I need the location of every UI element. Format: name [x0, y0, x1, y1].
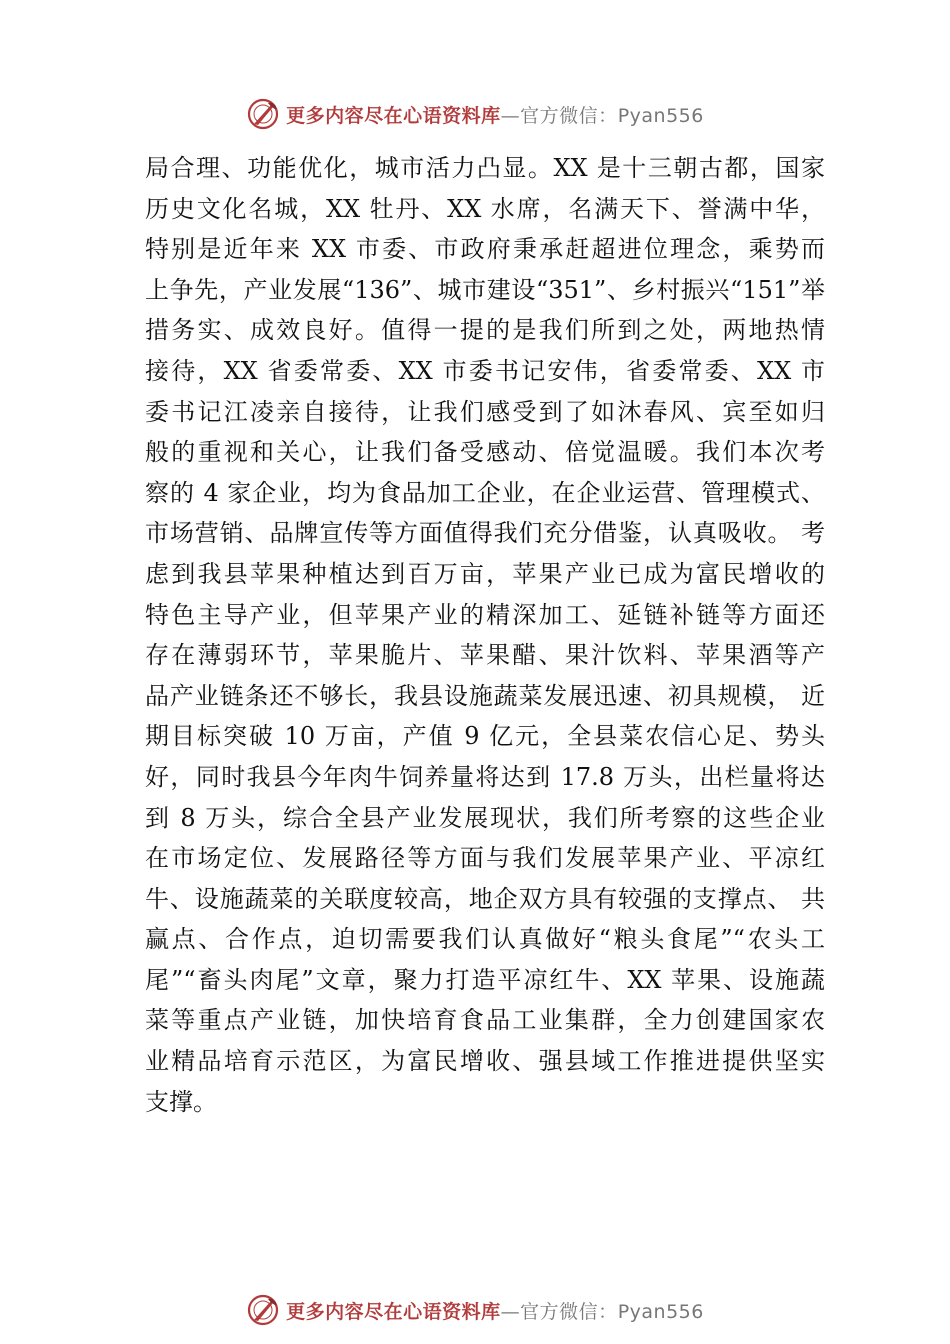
body-line: 牛、设施蔬菜的关联度较高，地企双方具有较强的支撑点、 共 — [145, 884, 825, 913]
body-line: 特色主导产业，但苹果产业的精深加工、延链补链等方面还 — [145, 600, 825, 629]
header-wechat-id: Pyan556 — [617, 104, 704, 127]
quill-seal-icon — [246, 1293, 280, 1327]
body-line: 察的 4 家企业，均为食品加工企业，在企业运营、管理模式、 — [145, 478, 825, 507]
body-line: 期目标突破 10 万亩，产值 9 亿元，全县菜农信心足、势头 — [145, 722, 825, 751]
footer-banner — [0, 1290, 950, 1330]
body-line: 尾”“畜头肉尾”文章，聚力打造平凉红牛、XX 苹果、设施蔬 — [145, 965, 825, 994]
footer-brand: 更多内容尽在心语资料库 — [286, 1300, 501, 1323]
document-body — [145, 148, 825, 1122]
body-line: 特别是近年来 XX 市委、市政府秉承赶超进位理念，乘势而 — [145, 235, 825, 264]
quill-seal-icon — [246, 97, 280, 131]
header-banner — [0, 94, 950, 134]
body-line: 历史文化名城，XX 牡丹、XX 水席，名满天下、誉满中华， — [145, 194, 825, 223]
footer-wechat-label: 官方微信： — [520, 1300, 618, 1323]
header-dash: — — [500, 104, 521, 127]
body-line: 般的重视和关心，让我们备受感动、倍觉温暖。我们本次考 — [145, 438, 825, 467]
body-line: 局合理、功能优化，城市活力凸显。XX 是十三朝古都，国家 — [145, 154, 825, 182]
header-brand: 更多内容尽在心语资料库 — [286, 104, 501, 127]
body-line: 接待，XX 省委常委、XX 市委书记安伟，省委常委、XX 市 — [145, 356, 825, 385]
body-line: 存在薄弱环节，苹果脆片、苹果醋、果汁饮料、苹果酒等产 — [145, 641, 825, 670]
body-line: 委书记江凌亲自接待，让我们感受到了如沐春风、宾至如归 — [145, 397, 825, 426]
header-text — [286, 101, 704, 128]
body-line: 在市场定位、发展路径等方面与我们发展苹果产业、平凉红 — [145, 844, 825, 873]
body-line: 菜等重点产业链，加快培育食品工业集群，全力创建国家农 — [145, 1006, 825, 1035]
body-line: 支撑。 — [145, 1087, 217, 1116]
footer-wechat-id: Pyan556 — [617, 1300, 704, 1323]
footer-text — [286, 1297, 704, 1324]
body-line: 措务实、成效良好。值得一提的是我们所到之处，两地热情 — [145, 316, 825, 345]
header-wechat-label: 官方微信： — [520, 104, 618, 127]
body-line: 上争先，产业发展“136”、城市建设“351”、乡村振兴“151”举 — [145, 275, 825, 304]
body-line: 好，同时我县今年肉牛饲养量将达到 17.8 万头，出栏量将达 — [145, 762, 825, 791]
body-line: 市场营销、品牌宣传等方面值得我们充分借鉴，认真吸收。 考 — [145, 519, 825, 548]
body-line: 赢点、合作点，迫切需要我们认真做好“粮头食尾”“农头工 — [145, 925, 825, 954]
body-line: 到 8 万头，综合全县产业发展现状，我们所考察的这些企业 — [145, 803, 825, 832]
body-line: 品产业链条还不够长，我县设施蔬菜发展迅速、初具规模， 近 — [145, 681, 825, 710]
footer-dash: — — [500, 1300, 521, 1323]
body-line: 虑到我县苹果种植达到百万亩，苹果产业已成为富民增收的 — [145, 559, 825, 588]
body-line: 业精品培育示范区，为富民增收、强县域工作推进提供坚实 — [145, 1047, 825, 1076]
